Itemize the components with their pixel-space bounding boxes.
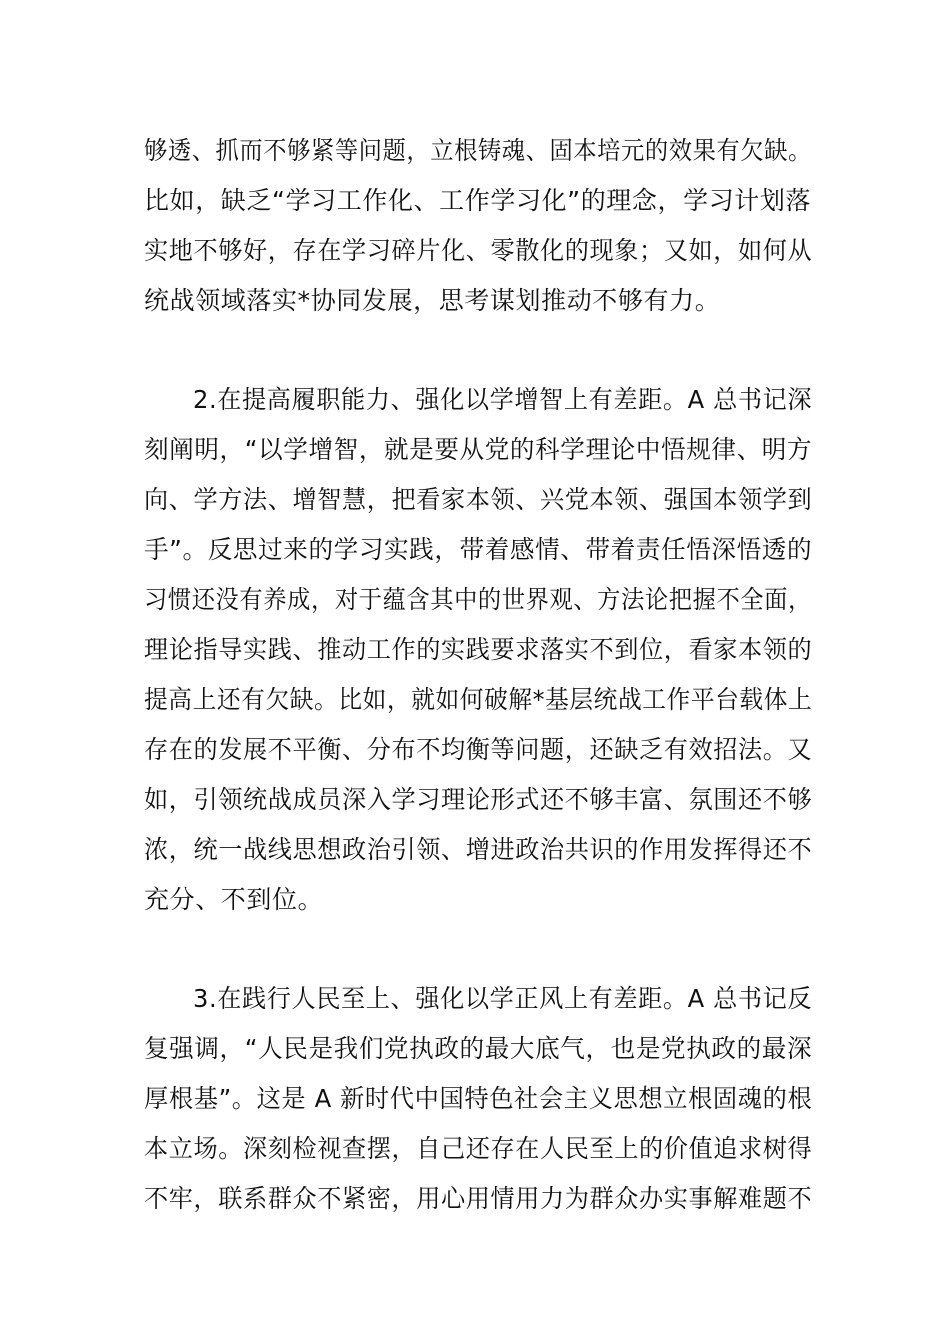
text-line: 统战领域落实*协同发展，思考谋划推动不够有力。 — [144, 286, 721, 315]
text-line: 刻阐明，“以学增智，就是要从党的科学理论中悟规律、明方 — [144, 435, 813, 464]
text-line: 2.在提高履职能力、强化以学增智上有差距。A 总书记深 — [193, 385, 813, 414]
text-line: 如，引领统战成员深入学习理论形式还不够丰富、氛围还不够 — [144, 785, 813, 814]
text-line: 存在的发展不平衡、分布不均衡等问题，还缺乏有效招法。又 — [144, 735, 813, 764]
text-line: 本立场。深刻检视查摆，自己还存在人民至上的价值追求树得 — [144, 1134, 813, 1163]
text-line: 习惯还没有养成，对于蕴含其中的世界观、方法论把握不全面， — [144, 585, 812, 614]
text-line: 够透、抓而不够紧等问题，立根铸魂、固本培元的效果有欠缺。 — [144, 136, 812, 165]
text-line: 厚根基”。这是 A 新时代中国特色社会主义思想立根固魂的根 — [144, 1084, 813, 1113]
text-line: 理论指导实践、推动工作的实践要求落实不到位，看家本领的 — [144, 635, 813, 664]
text-line: 向、学方法、增智慧，把看家本领、兴党本领、强国本领学到 — [144, 485, 813, 514]
text-line: 充分、不到位。 — [144, 885, 324, 914]
text-line: 手”。反思过来的学习实践，带着感情、带着责任悟深悟透的 — [144, 535, 813, 564]
text-line: 浓，统一战线思想政治引领、增进政治共识的作用发挥得还不 — [144, 835, 813, 864]
text-line: 比如，缺乏“学习工作化、工作学习化”的理念，学习计划落 — [144, 186, 812, 215]
text-line: 复强调，“人民是我们党执政的最大底气，也是党执政的最深 — [144, 1034, 813, 1063]
text-line: 提高上还有欠缺。比如，就如何破解*基层统战工作平台载体上 — [144, 685, 813, 714]
text-line: 实地不够好，存在学习碎片化、零散化的现象；又如，如何从 — [144, 236, 813, 265]
text-line: 3.在践行人民至上、强化以学正风上有差距。A 总书记反 — [193, 984, 813, 1013]
text-line: 不牢，联系群众不紧密，用心用情用力为群众办实事解难题不 — [144, 1184, 813, 1213]
